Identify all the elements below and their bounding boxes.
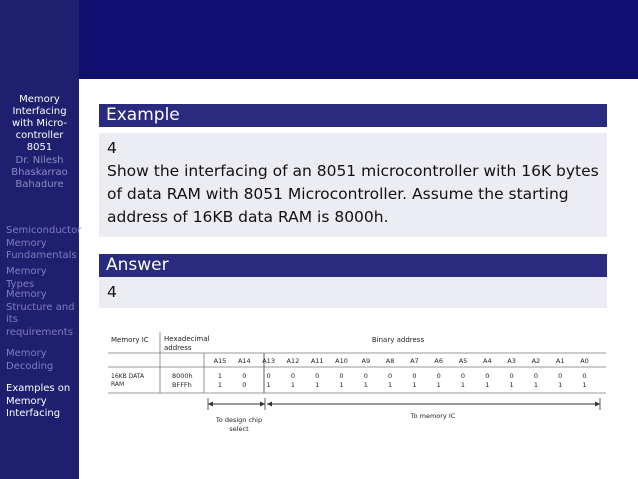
end-bit: 1 bbox=[412, 381, 417, 389]
start-bit: 0 bbox=[485, 372, 490, 380]
nav-item-line: Memory bbox=[6, 289, 47, 300]
address-map-figure bbox=[108, 330, 606, 436]
example-line-2: of data RAM with 8051 Microcontroller. Assume the starting bbox=[107, 185, 569, 203]
nav-item-line: Structure and bbox=[6, 301, 75, 313]
end-bit: 1 bbox=[363, 381, 368, 389]
nav-item[interactable] bbox=[6, 266, 78, 291]
bit-header: A6 bbox=[434, 357, 443, 365]
end-bit: 1 bbox=[582, 381, 587, 389]
start-bit: 0 bbox=[582, 372, 587, 380]
answer-block-title: Answer bbox=[99, 254, 607, 277]
answer-block-body bbox=[99, 277, 607, 308]
bit-header: A9 bbox=[361, 357, 371, 365]
start-hex: 8000h bbox=[172, 372, 193, 380]
bit-header: A7 bbox=[410, 357, 419, 365]
bit-header: A1 bbox=[555, 357, 565, 365]
end-bit: 1 bbox=[509, 381, 514, 389]
title-line: with Micro- bbox=[11, 118, 68, 129]
author-line: Bhaskarrao bbox=[11, 167, 68, 178]
row-label-1: 16KB DATA bbox=[111, 373, 145, 380]
title-line: Memory bbox=[19, 94, 60, 105]
nav-item-line: Fundamentals bbox=[6, 250, 77, 261]
example-line-1: Show the interfacing of an 8051 microcontroller with 16K bytes bbox=[107, 162, 599, 180]
end-hex: BFFFh bbox=[172, 381, 192, 389]
nav-item[interactable] bbox=[6, 289, 78, 339]
chip-select-label-2: select bbox=[229, 425, 249, 433]
start-bit: 0 bbox=[315, 372, 320, 380]
start-bit: 0 bbox=[533, 372, 538, 380]
end-bit: 1 bbox=[290, 381, 295, 389]
memory-ic-label: To memory IC bbox=[410, 412, 456, 420]
end-bit: 1 bbox=[315, 381, 320, 389]
start-bit: 0 bbox=[388, 372, 393, 380]
nav-item-line: its bbox=[6, 314, 18, 325]
chip-select-label-1: To design chip bbox=[215, 416, 263, 424]
nav-item-line: requirements bbox=[6, 326, 73, 338]
nav-item-line: Examples on bbox=[6, 383, 71, 394]
bit-header: A11 bbox=[310, 357, 324, 365]
nav-item-line: Interfacing bbox=[6, 408, 61, 419]
end-bit: 1 bbox=[460, 381, 466, 389]
start-bit: 0 bbox=[339, 372, 344, 380]
end-bit: 1 bbox=[485, 381, 490, 389]
hex-address-header-1: Hexadecimal bbox=[164, 335, 210, 343]
memory-ic-header: Memory IC bbox=[111, 336, 149, 344]
nav-item[interactable] bbox=[6, 383, 78, 421]
start-bit: 0 bbox=[460, 372, 466, 380]
bit-header: A13 bbox=[262, 357, 275, 365]
example-number: 4 bbox=[107, 139, 117, 157]
start-bit: 1 bbox=[217, 372, 223, 380]
row-label-2: RAM bbox=[111, 381, 125, 388]
start-bit: 0 bbox=[242, 372, 247, 380]
bit-header: A8 bbox=[385, 357, 395, 365]
bit-header: A0 bbox=[580, 357, 589, 365]
end-bit: 1 bbox=[388, 381, 393, 389]
end-bit: 1 bbox=[436, 381, 441, 389]
answer-number: 4 bbox=[107, 283, 117, 301]
end-bit: 1 bbox=[533, 381, 538, 389]
example-block-title: Example bbox=[99, 104, 607, 127]
author-line: Bahadure bbox=[15, 179, 64, 190]
bit-header: A10 bbox=[335, 357, 348, 365]
example-line-3: address of 16KB data RAM is 8000h. bbox=[107, 208, 389, 226]
end-bit: 1 bbox=[339, 381, 344, 389]
end-bit: 0 bbox=[242, 381, 247, 389]
bit-header: A2 bbox=[531, 357, 541, 365]
nav-item[interactable] bbox=[6, 348, 78, 373]
start-bit: 0 bbox=[412, 372, 417, 380]
bit-header: A5 bbox=[458, 357, 468, 365]
header-bar bbox=[79, 0, 638, 79]
example-block-body bbox=[99, 133, 607, 237]
bit-header: A14 bbox=[237, 357, 251, 365]
sidebar bbox=[0, 0, 82, 479]
nav-item-line: Memory Types bbox=[6, 266, 47, 290]
nav-item-line: Memory bbox=[6, 237, 47, 249]
bit-header: A12 bbox=[286, 357, 300, 365]
title-line: 8051 bbox=[26, 142, 53, 153]
nav-item[interactable] bbox=[6, 225, 82, 263]
bit-header: A4 bbox=[483, 357, 492, 365]
bit-header: A15 bbox=[213, 357, 227, 365]
binary-address-header: Binary address bbox=[371, 336, 425, 344]
nav-item-line: Memory bbox=[6, 348, 47, 359]
start-bit: 0 bbox=[363, 372, 368, 380]
title-line: Interfacing bbox=[12, 106, 67, 117]
end-bit: 1 bbox=[217, 381, 223, 389]
author-line: Dr. Nilesh bbox=[15, 155, 64, 166]
title-line: controller bbox=[15, 130, 64, 141]
nav-item-line: Decoding bbox=[6, 360, 54, 372]
nav-item-line: Semiconductor bbox=[6, 225, 82, 236]
start-bit: 0 bbox=[290, 372, 295, 380]
bit-header: A3 bbox=[507, 357, 516, 365]
end-bit: 1 bbox=[558, 381, 563, 389]
hex-address-header-2: address bbox=[164, 344, 192, 352]
start-bit: 0 bbox=[509, 372, 514, 380]
start-bit: 0 bbox=[266, 372, 271, 380]
nav-item-line: Memory bbox=[6, 395, 47, 407]
end-bit: 1 bbox=[266, 381, 271, 389]
start-bit: 0 bbox=[436, 372, 441, 380]
start-bit: 0 bbox=[558, 372, 563, 380]
